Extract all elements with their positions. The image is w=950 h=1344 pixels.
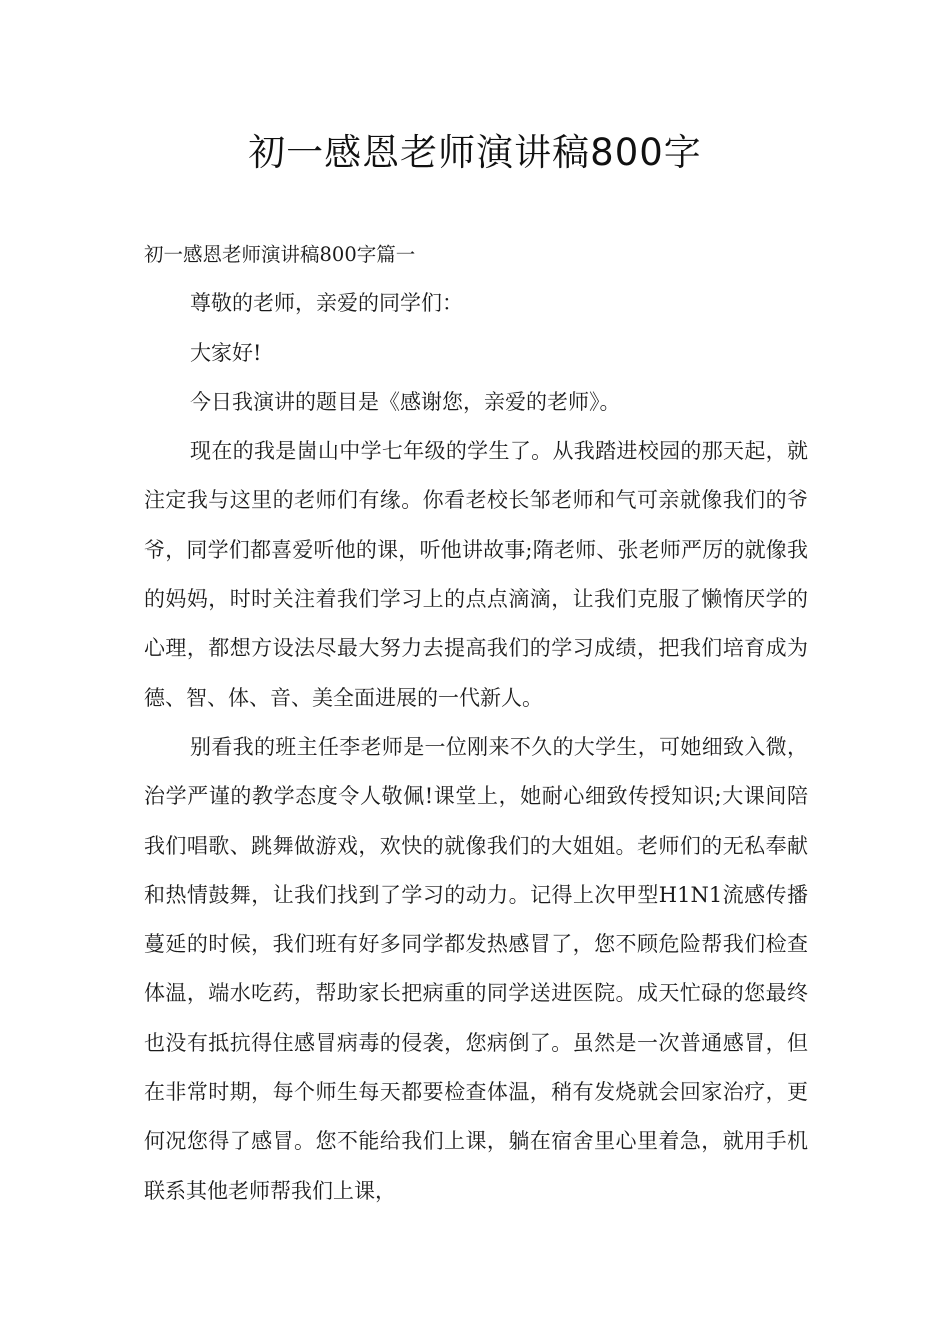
document-title: 初一感恩老师演讲稿800字 bbox=[248, 131, 702, 174]
salutation-paragraph: 尊敬的老师，亲爱的同学们： bbox=[190, 291, 463, 316]
section-heading: 初一感恩老师演讲稿800字篇一 bbox=[144, 243, 416, 266]
body-paragraph: 现在的我是崮山中学七年级的学生了。从我踏进校园的那天起，就注定我与这里的老师们有缘。你看老校长邹老师和气可亲就像我们的爷爷，同学们都喜爱听他的课，听他讲故事;隋老师、张老师严厉的就像我的妈妈，时时关注着我们学习上的点点滴滴，让我们克服了懒惰厌学的心理，都想方设法尽最大努力去提高我们的学习成绩，把我们培育成为德、智、体、音、美全面进展的一代新人。 bbox=[144, 439, 808, 710]
topic-paragraph: 今日我演讲的题目是《感谢您，亲爱的老师》。 bbox=[190, 389, 621, 414]
body-paragraph: 别看我的班主任李老师是一位刚来不久的大学生，可她细致入微，治学严谨的教学态度令人敬佩!课堂上，她耐心细致传授知识;大课间陪我们唱歌、跳舞做游戏，欢快的就像我们的大姐姐。老师们的无私奉献和热情鼓舞，让我们找到了学习的动力。记得上次甲型H1N1流感传播蔓延的时候，我们班有好多同学都发热感冒了，您不顾危险帮我们检查体温，端水吃药，帮助家长把病重的同学送进医院。成天忙碌的您最终也没有抵抗得住感冒病毒的侵袭，您病倒了。虽然是一次普通感冒，但在非常时期，每个师生每天都要检查体温，稍有发烧就会回家治疗，更何况您得了感冒。您不能给我们上课，躺在宿舍里心里着急，就用手机联系其他老师帮我们上课， bbox=[144, 734, 808, 1203]
greeting-paragraph: 大家好! bbox=[190, 340, 262, 365]
document-body bbox=[144, 230, 808, 1216]
